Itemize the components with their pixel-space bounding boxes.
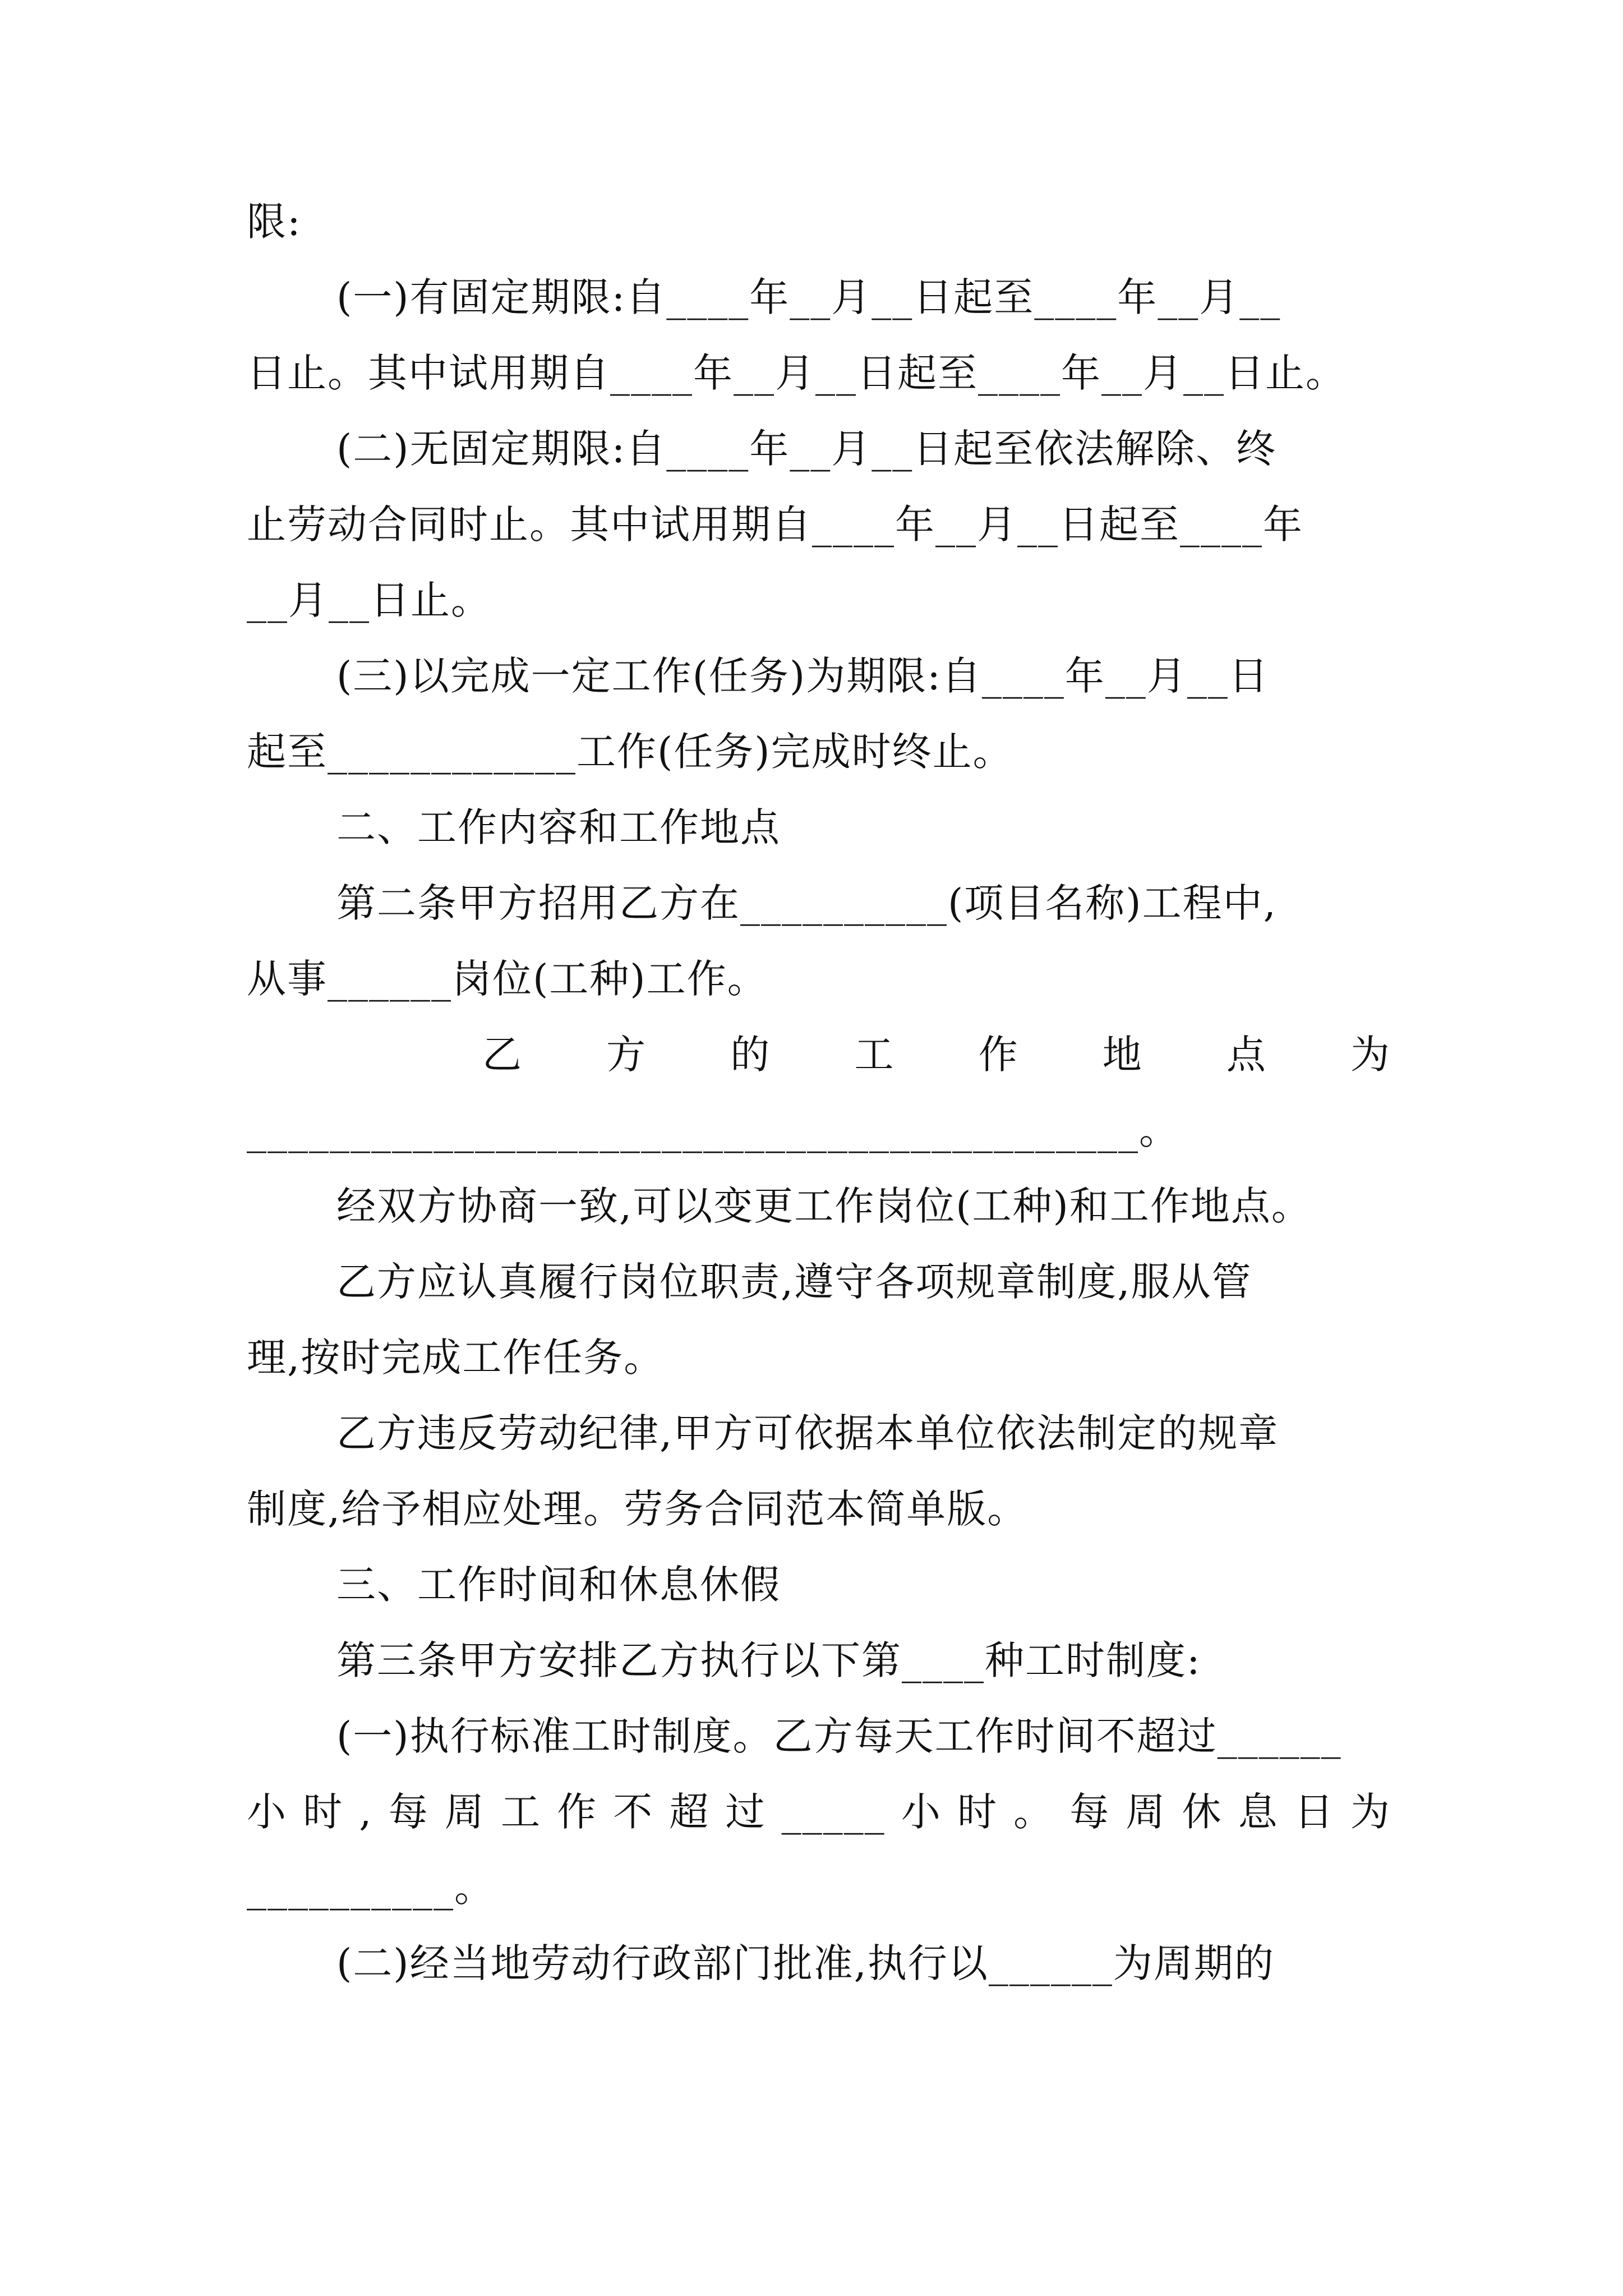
char: 点: [1226, 1032, 1267, 1078]
text-line: 第二条甲方招用乙方在__________(项目名称)工程中,: [336, 880, 1277, 926]
char: 休: [1182, 1789, 1223, 1835]
text-line: 乙方违反劳动纪律,甲方可依据本单位依法制定的规章: [336, 1410, 1279, 1456]
text-line: (一)执行标准工时制度。乙方每天工作时间不超过______: [336, 1713, 1342, 1759]
char: ,: [359, 1789, 373, 1835]
text-line: 日止。其中试用期自____年__月__日起至____年__月__日止。: [247, 350, 1346, 396]
char: 超: [669, 1789, 710, 1835]
text-line: 理,按时完成工作任务。: [247, 1335, 665, 1381]
char: 日: [1294, 1789, 1335, 1835]
char: 息: [1238, 1789, 1279, 1835]
char: 。: [1013, 1789, 1054, 1835]
spaced-text-line: [482, 1027, 1391, 1083]
char: 小: [247, 1789, 287, 1835]
section-heading: 二、工作内容和工作地点: [336, 804, 781, 850]
char: 过: [725, 1789, 766, 1835]
text-line: ___________________________________________。: [247, 1107, 1179, 1153]
char: 为: [1350, 1789, 1391, 1835]
char: 小: [901, 1789, 942, 1835]
text-line: 乙方应认真履行岗位职责,遵守各项规章制度,服从管: [336, 1259, 1252, 1305]
text-line: (二)无固定期限:自____年__月__日起至依法解除、终: [336, 426, 1277, 472]
char: 作: [978, 1032, 1019, 1078]
char: 作: [557, 1789, 598, 1835]
text-line: 第三条甲方安排乙方执行以下第____种工时制度:: [336, 1637, 1201, 1683]
char: 不: [613, 1789, 654, 1835]
char: 时: [957, 1789, 998, 1835]
text-line: 起至____________工作(任务)完成时终止。: [247, 729, 1013, 775]
text-line: 经双方协商一致,可以变更工作岗位(工种)和工作地点。: [336, 1183, 1312, 1229]
char: 为: [1350, 1032, 1391, 1078]
char: 工: [854, 1032, 895, 1078]
char: 方: [606, 1032, 647, 1078]
text-line: (二)经当地劳动行政部门批准,执行以______为周期的: [336, 1940, 1275, 1986]
text-line: __月__日止。: [247, 577, 491, 623]
char: 周: [1126, 1789, 1166, 1835]
char: 每: [1069, 1789, 1110, 1835]
char: 的: [730, 1032, 771, 1078]
text-line: __________。: [247, 1865, 495, 1911]
text-line: 止劳动合同时止。其中试用期自____年__月__日起至____年: [247, 501, 1303, 547]
char: 每: [388, 1789, 429, 1835]
spaced-text-line: [247, 1784, 1391, 1840]
text-line: 制度,给予相应处理。劳务合同范本简单版。: [247, 1486, 1028, 1532]
char: 工: [500, 1789, 541, 1835]
char: 地: [1102, 1032, 1143, 1078]
blank: _____: [781, 1789, 886, 1835]
text-line: (一)有固定期限:自____年__月__日起至____年__月__: [336, 274, 1281, 320]
text-line: 从事______岗位(工种)工作。: [247, 956, 768, 1002]
section-heading: 三、工作时间和休息休假: [336, 1562, 781, 1608]
text-line: 限:: [247, 199, 302, 245]
char: 时: [303, 1789, 344, 1835]
char: 乙: [482, 1032, 523, 1078]
char: 周: [444, 1789, 485, 1835]
text-line: (三)以完成一定工作(任务)为期限:自____年__月__日: [336, 653, 1269, 699]
